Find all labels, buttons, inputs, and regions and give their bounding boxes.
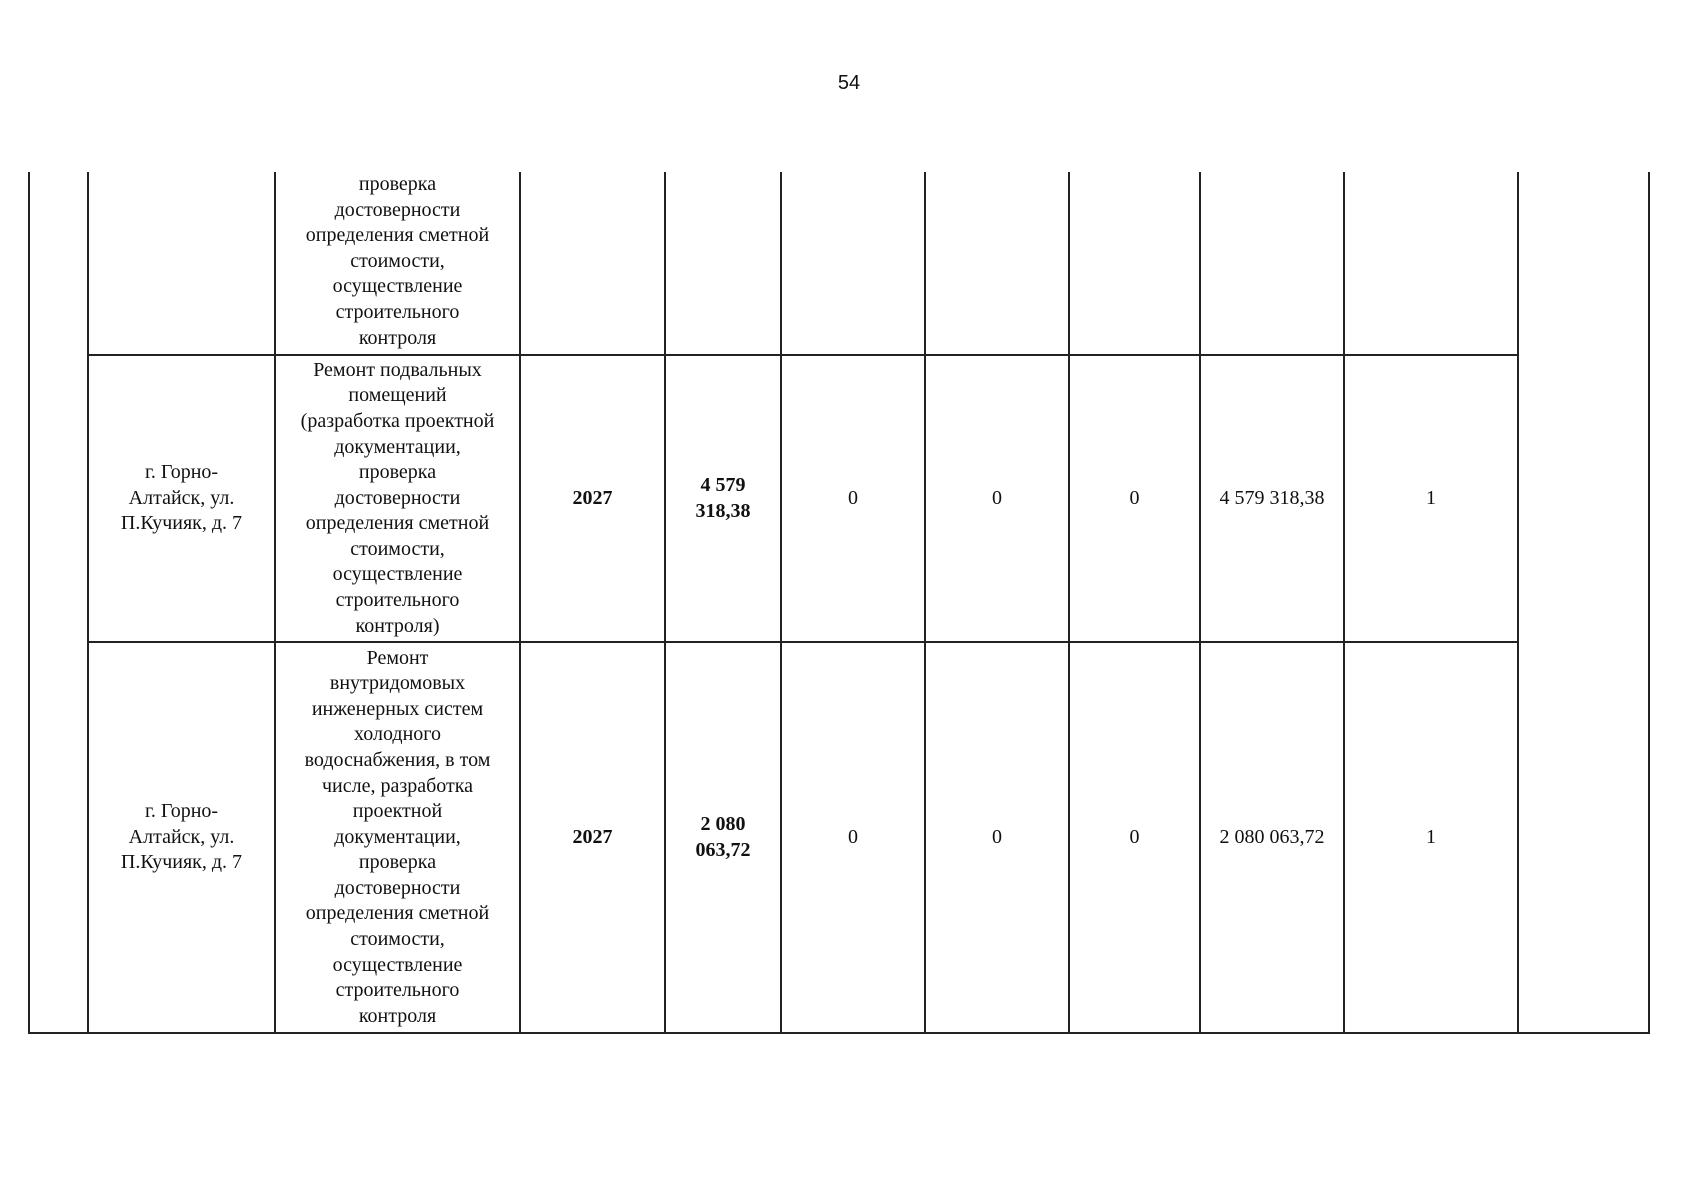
address-cell: г. Горно- Алтайск, ул. П.Кучияк, д. 7	[88, 642, 275, 1033]
address-cell	[88, 172, 275, 355]
amount-cell	[1069, 172, 1200, 355]
works-table	[28, 172, 1650, 1034]
amount-cell: 0	[925, 642, 1069, 1033]
count-cell: 1	[1344, 642, 1518, 1033]
address-cell: г. Горно- Алтайск, ул. П.Кучияк, д. 7	[88, 355, 275, 642]
amount-cell: 4 579 318,38	[1200, 355, 1344, 642]
total-cost-cell: 2 080 063,72	[665, 642, 781, 1033]
total-cost-cell: 4 579 318,38	[665, 355, 781, 642]
row-number-cell	[29, 172, 88, 1033]
year-cell: 2027	[520, 355, 665, 642]
count-cell: 1	[1344, 355, 1518, 642]
amount-cell	[1200, 172, 1344, 355]
table-row	[29, 642, 1649, 1033]
work-description-cell: Ремонт подвальных помещений (разработка проектной документации, проверка достоверности определения сметной стоимости, осуществление строительного контроля)	[275, 355, 520, 642]
year-cell	[520, 172, 665, 355]
table-row	[29, 355, 1649, 642]
amount-cell	[781, 172, 925, 355]
amount-cell: 0	[1069, 355, 1200, 642]
amount-cell: 2 080 063,72	[1200, 642, 1344, 1033]
year-cell: 2027	[520, 642, 665, 1033]
table-row	[29, 172, 1649, 355]
work-description-cell: проверка достоверности определения сметной стоимости, осуществление строительного контроля	[275, 172, 520, 355]
page-number: 54	[837, 72, 861, 94]
amount-cell: 0	[1069, 642, 1200, 1033]
amount-cell: 0	[925, 355, 1069, 642]
work-description-cell: Ремонт внутридомовых инженерных систем холодного водоснабжения, в том числе, разработка проектной документации, проверка достоверности определения сметной стоимости, осуществление строительного контроля	[275, 642, 520, 1033]
amount-cell: 0	[781, 642, 925, 1033]
total-cost-cell	[665, 172, 781, 355]
last-column-cell	[1518, 172, 1649, 1033]
amount-cell	[925, 172, 1069, 355]
count-cell	[1344, 172, 1518, 355]
amount-cell: 0	[781, 355, 925, 642]
